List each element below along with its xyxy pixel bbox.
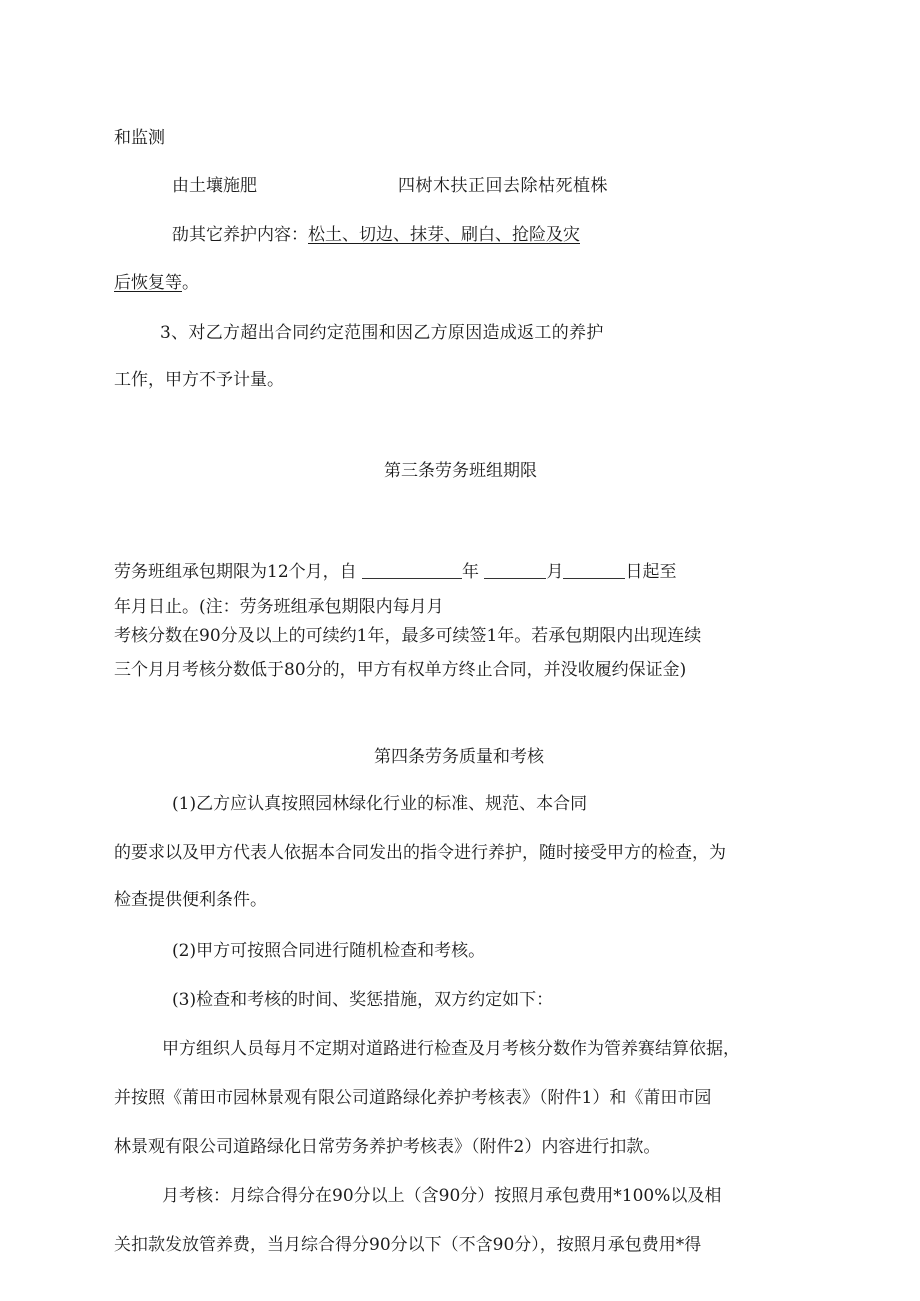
text-line (114, 272, 199, 294)
text-segment: 年 (462, 562, 480, 582)
section-heading: 第三条劳务班组期限 (384, 461, 537, 481)
text-segment: 日起至 (625, 562, 677, 582)
text-line: (2)甲方可按照合同进行随机检查和考核。 (172, 941, 486, 961)
text-line: 三个月月考核分数低于80分的，甲方有权单方终止合同，并没收履约保证金) (114, 660, 687, 680)
blank-field-year (362, 562, 462, 579)
text-line: 考核分数在90分及以上的可续约1年，最多可续签1年。若承包期限内出现连续 (114, 626, 702, 646)
underlined-text: 后恢复等 (114, 273, 182, 293)
text-line: 和监测 (114, 128, 165, 148)
text-segment: 劭其它养护内容： (172, 225, 308, 245)
text-line: 关扣款发放管养费，当月综合得分90分以下（不含90分），按照月承包费用*得 (114, 1235, 702, 1255)
text-line: 并按照《莆田市园林景观有限公司道路绿化养护考核表》（附件1）和《莆田市园 (114, 1088, 712, 1108)
text-line: 年月日止。(注：劳务班组承包期限内每月月 (114, 597, 444, 617)
blank-field-month (484, 562, 546, 579)
text-line: 月考核：月综合得分在90分以上（含90分）按照月承包费用*100%以及相 (162, 1186, 722, 1206)
blank-field-day (563, 562, 625, 579)
text-line: 由土壤施肥 (172, 176, 257, 196)
text-line: 的要求以及甲方代表人依据本合同发出的指令进行养护，随时接受甲方的检查，为 (114, 843, 726, 863)
text-line (114, 561, 676, 583)
text-line: 四树木扶正回去除枯死植株 (398, 176, 608, 196)
text-line: 检查提供便利条件。 (114, 890, 267, 910)
text-line: (1)乙方应认真按照园林绿化行业的标准、规范、本合同 (172, 794, 588, 814)
text-segment: 月 (546, 562, 564, 582)
section-heading: 第四条劳务质量和考核 (374, 747, 544, 767)
text-line: 工作，甲方不予计量。 (114, 370, 284, 390)
text-line: 3、对乙方超出合同约定范围和因乙方原因造成返工的养护 (160, 323, 604, 343)
text-segment: 。 (182, 273, 199, 293)
text-line: (3)检查和考核的时间、奖惩措施，双方约定如下： (172, 990, 554, 1010)
text-line: 甲方组织人员每月不定期对道路进行检查及月考核分数作为管养赛结算依据， (162, 1039, 740, 1059)
text-segment: 劳务班组承包期限为12个月，自 (114, 562, 357, 582)
text-line: 林景观有限公司道路绿化日常劳务养护考核表》（附件2）内容进行扣款。 (114, 1137, 661, 1157)
underlined-text: 松土、切边、抹芽、刷白、抢险及灾 (308, 225, 580, 245)
text-line (172, 224, 580, 246)
